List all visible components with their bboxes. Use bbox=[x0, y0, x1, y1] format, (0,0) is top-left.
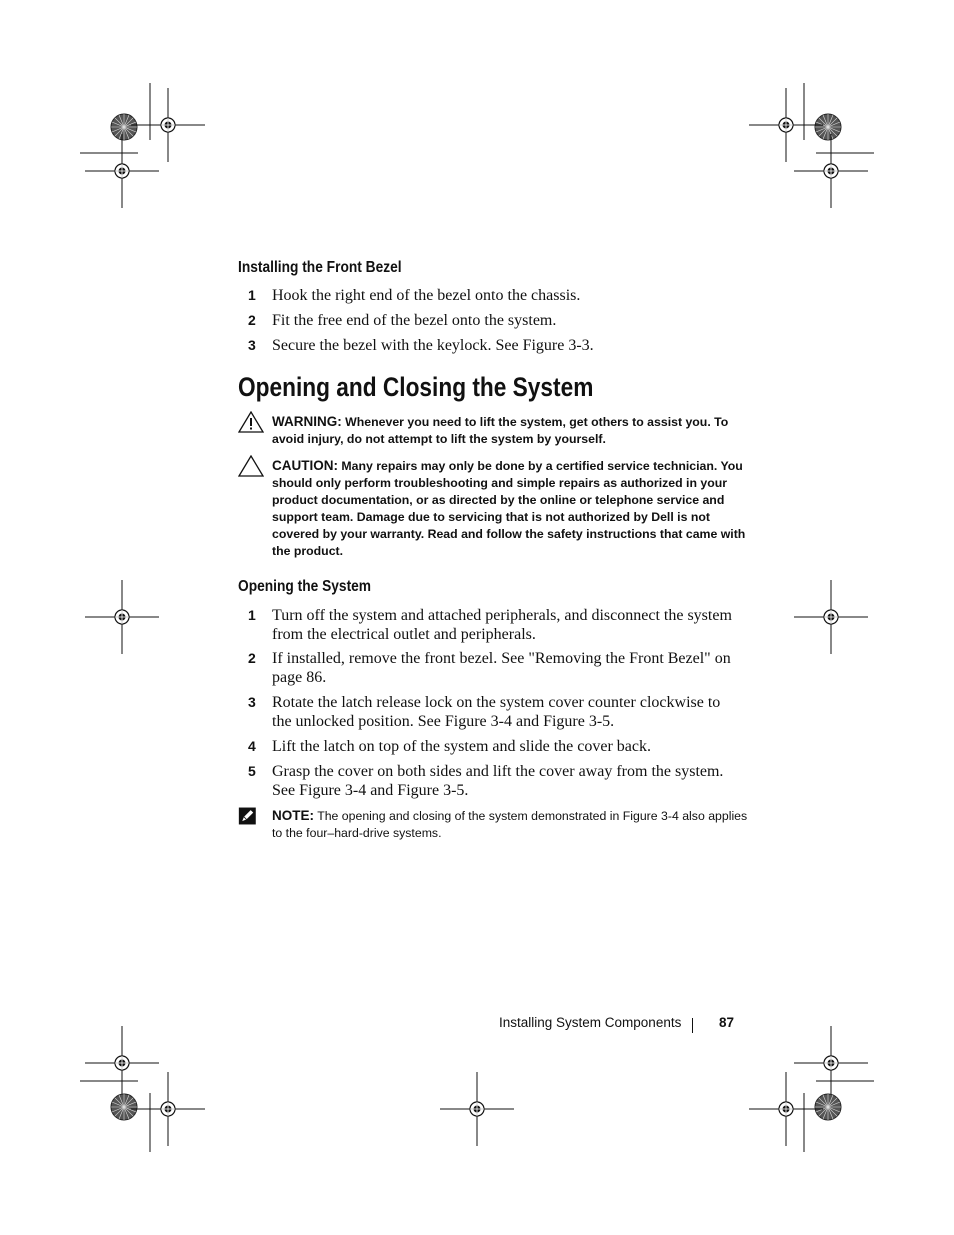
page-number: 87 bbox=[719, 1015, 735, 1030]
step-number: 3 bbox=[248, 694, 256, 710]
step-number: 5 bbox=[248, 763, 256, 779]
step-number: 1 bbox=[248, 287, 256, 303]
footer-chapter-title: Installing System Components bbox=[499, 1015, 682, 1030]
caution-notice bbox=[238, 455, 748, 561]
caution-triangle-icon bbox=[238, 455, 264, 477]
note-text-block bbox=[272, 807, 748, 842]
note-label: NOTE: bbox=[272, 808, 314, 823]
step-text: If installed, remove the front bezel. See "Removing the Front Bezel" on page 86. bbox=[272, 650, 731, 686]
caution-label: CAUTION: bbox=[272, 458, 338, 473]
caution-text-block bbox=[272, 457, 748, 560]
footer-divider bbox=[692, 1018, 693, 1033]
note-notice bbox=[238, 805, 748, 845]
page-title: Opening and Closing the System bbox=[238, 372, 594, 402]
warning-text: Whenever you need to lift the system, get others to assist you. To avoid injury, do not attempt to lift the system by yourself. bbox=[272, 415, 729, 446]
step-text: Turn off the system and attached peripherals, and disconnect the system from the electrical outlet and peripherals. bbox=[272, 607, 732, 643]
section-heading-opening-system: Opening the System bbox=[238, 578, 372, 595]
note-text: The opening and closing of the system demonstrated in Figure 3-4 also applies to the four–hard-drive systems. bbox=[272, 809, 748, 840]
step-text: Hook the right end of the bezel onto the chassis. bbox=[272, 287, 581, 304]
step-text: Rotate the latch release lock on the system cover counter clockwise to the unlocked position. See Figure 3-4 and Figure 3-5. bbox=[272, 694, 721, 730]
step-number: 2 bbox=[248, 650, 256, 666]
step-text: Secure the bezel with the keylock. See Figure 3-3. bbox=[272, 337, 594, 354]
warning-triangle-icon bbox=[238, 411, 264, 433]
section-heading-installing-front-bezel: Installing the Front Bezel bbox=[238, 259, 402, 276]
step-text: Fit the free end of the bezel onto the system. bbox=[272, 312, 557, 329]
warning-label: WARNING: bbox=[272, 414, 342, 429]
warning-notice bbox=[238, 411, 748, 451]
step-number: 1 bbox=[248, 607, 256, 623]
step-text: Lift the latch on top of the system and slide the cover back. bbox=[272, 738, 651, 755]
step-text: Grasp the cover on both sides and lift the cover away from the system. See Figure 3-4 and Figure 3-5. bbox=[272, 763, 724, 799]
note-pencil-icon bbox=[238, 805, 260, 827]
step-number: 2 bbox=[248, 312, 256, 328]
warning-text-block bbox=[272, 413, 748, 448]
step-number: 4 bbox=[248, 738, 256, 754]
step-number: 3 bbox=[248, 337, 256, 353]
caution-text: Many repairs may only be done by a certified service technician. You should only perform troubleshooting and simple repairs as authorized in your product documentation, or as directed by the online or telephone service and support team. Damage due to servicing that is not authorized by Dell is not covered by your warranty. Read and follow the safety instructions that came with the product. bbox=[272, 459, 746, 558]
